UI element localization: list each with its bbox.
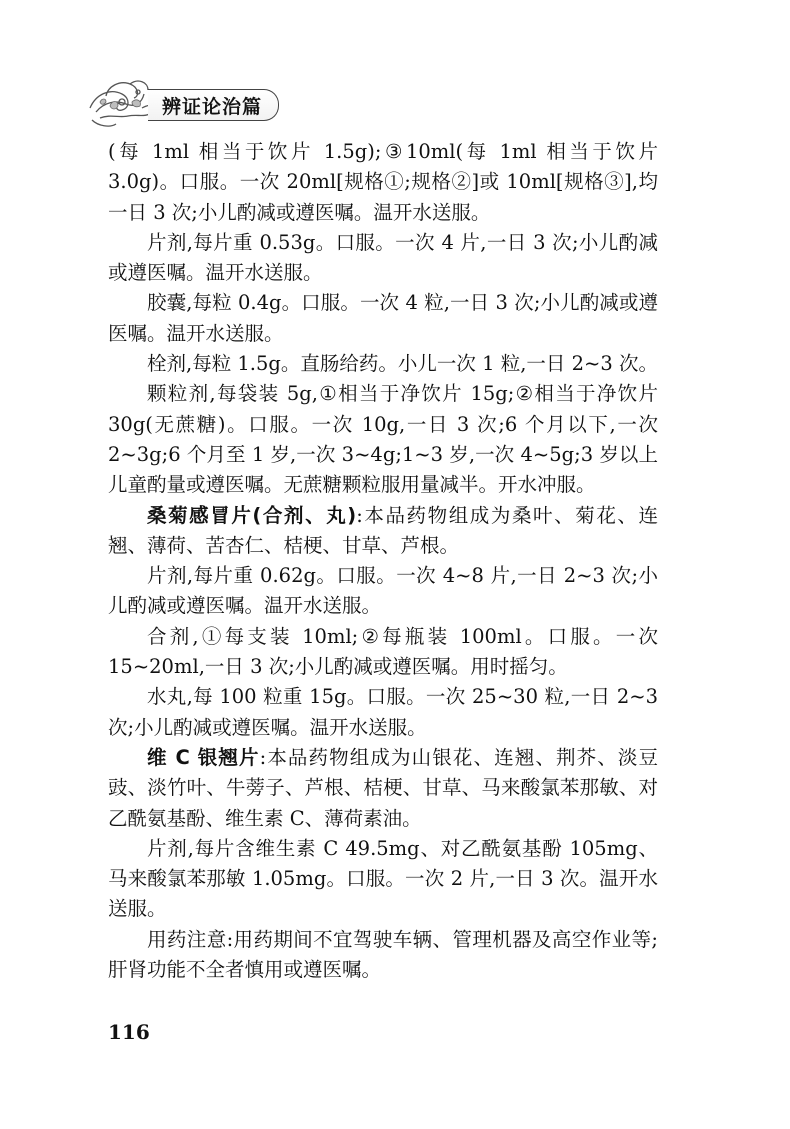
paragraph-5 <box>108 379 658 500</box>
paragraph-8 <box>108 622 658 683</box>
paragraph-12 <box>108 925 658 986</box>
paragraph-text: 胶囊,每粒 0.4g。口服。一次 4 粒,一日 3 次;小儿酌减或遵医嘱。温开水送服。 <box>108 291 658 345</box>
paragraph-text: 用药注意:用药期间不宜驾驶车辆、管理机器及高空作业等;肝肾功能不全者慎用或遵医嘱。 <box>108 927 658 982</box>
page-number: 116 <box>108 1020 150 1044</box>
paragraph-2 <box>108 228 658 289</box>
paragraph-text: :本品药物组成为桑叶、菊花、连翘、薄荷、苦杏仁、桔梗、甘草、芦根。 <box>108 503 658 557</box>
paragraph-text: 片剂,每片含维生素 C 49.5mg、对乙酰氨基酚 105mg、马来酸氯苯那敏 1.05mg。口服。一次 2 片,一日 3 次。温开水送服。 <box>108 836 658 921</box>
page-body <box>108 137 658 985</box>
paragraph-text: :本品药物组成为山银花、连翘、荆芥、淡豆豉、淡竹叶、牛蒡子、芦根、桔梗、甘草、马来酸氯苯那敏、对乙酰氨基酚、维生素 C、薄荷素油。 <box>108 745 658 830</box>
paragraph-11 <box>108 834 658 925</box>
chapter-header <box>86 72 286 136</box>
paragraph-text: 水丸,每 100 粒重 15g。口服。一次 25~30 粒,一日 2~3 次;小儿酌减或遵医嘱。温开水送服。 <box>108 685 658 739</box>
paragraph-text: 合剂,①每支装 10ml;②每瓶装 100ml。口服。一次 15~20ml,一日 3 次;小儿酌减或遵医嘱。用时摇匀。 <box>108 624 658 679</box>
chapter-title: 辨证论治篇 <box>162 96 263 118</box>
paragraph-4 <box>108 349 658 379</box>
paragraph-3 <box>108 288 658 349</box>
paragraph-text: 颗粒剂,每袋装 5g,①相当于净饮片 15g;②相当于净饮片 30g(无蔗糖)。口服。一次 10g,一日 3 次;6 个月以下,一次 2~3g;6 个月至 1 岁,一次 3~4g;1~3 岁,一次 4~5g;3 岁以上儿童酌量或遵医嘱。无蔗糖颗粒服用量减半。开水冲服。 <box>108 382 658 497</box>
paragraph-text: 片剂,每片重 0.62g。口服。一次 4~8 片,一日 2~3 次;小儿酌减或遵医嘱。温开水送服。 <box>108 564 658 618</box>
paragraph-10 <box>108 743 658 834</box>
drug-heading: 维 C 银翘片 <box>147 745 260 769</box>
paragraph-text: (每 1ml 相当于饮片 1.5g);③10ml(每 1ml 相当于饮片 3.0g)。口服。一次 20ml[规格①;规格②]或 10ml[规格③],均一日 3 次;小儿酌减或遵医嘱。温开水送服。 <box>108 140 658 224</box>
paragraph-6 <box>108 501 658 562</box>
paragraph-text: 片剂,每片重 0.53g。口服。一次 4 片,一日 3 次;小儿酌减或遵医嘱。温开水送服。 <box>108 230 658 285</box>
paragraph-1 <box>108 137 658 228</box>
paragraph-7 <box>108 561 658 622</box>
drug-heading: 桑菊感冒片(合剂、丸) <box>147 503 357 527</box>
paragraph-text: 栓剂,每粒 1.5g。直肠给药。小儿一次 1 粒,一日 2~3 次。 <box>147 352 658 376</box>
paragraph-9 <box>108 682 658 743</box>
